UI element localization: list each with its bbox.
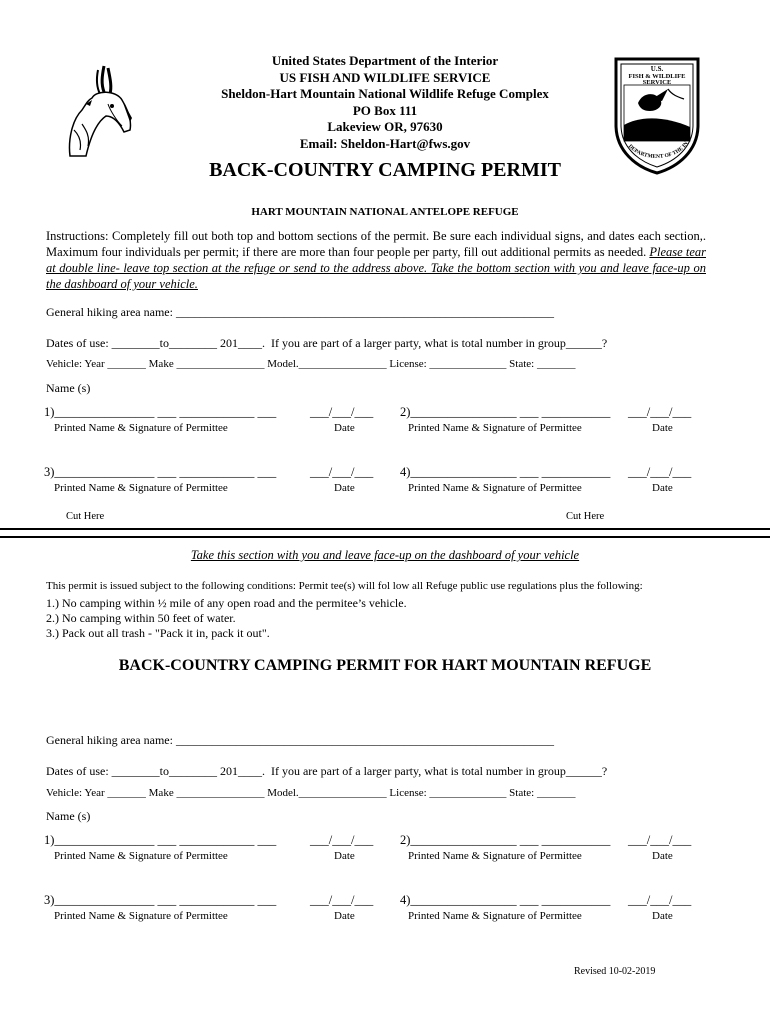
cut-here-right: Cut Here — [566, 511, 605, 522]
date-label: Date — [334, 482, 355, 494]
date-label: Date — [652, 422, 673, 434]
header-city: Lakeview OR, 97630 — [327, 119, 443, 134]
date-label: Date — [334, 850, 355, 862]
date-line-4[interactable]: ___/___/___ — [628, 465, 692, 479]
date-label: Date — [334, 422, 355, 434]
vehicle-field[interactable]: Vehicle: Year _______ Make ________________ Model.________________ License: ______________ State: _______ — [46, 787, 576, 799]
date-line-4[interactable]: ___/___/___ — [628, 893, 692, 907]
refuge-subtitle: HART MOUNTAIN NATIONAL ANTELOPE REFUGE — [251, 206, 519, 218]
logo-us-text: U.S. — [650, 65, 664, 73]
signature-line-1[interactable]: 1)________________ ___ ____________ ___ — [44, 405, 277, 419]
vehicle-field[interactable]: Vehicle: Year _______ Make ________________ Model.________________ License: ______________ State: _______ — [46, 358, 576, 370]
date-line-3[interactable]: ___/___/___ — [310, 893, 374, 907]
instructions-text: Instructions: Completely fill out both top and bottom sections of the permit. Be sure each individual signs, and dates each section,. Maximum four individuals per permit; if there are more than four people per party, fill out additional permits as needed. — [46, 229, 706, 259]
printed-name-label: Printed Name & Signature of Permittee — [408, 482, 582, 494]
date-label: Date — [652, 482, 673, 494]
header-po-box: PO Box 111 — [352, 102, 418, 118]
hiking-area-field[interactable]: General hiking area name: _______________________________________________________________ — [46, 733, 554, 747]
signature-line-3[interactable]: 3)________________ ___ ____________ ___ — [44, 893, 277, 907]
logo-service-text: SERVICE — [642, 79, 672, 86]
page-title: BACK-COUNTRY CAMPING PERMIT — [209, 159, 561, 181]
tear-double-line — [0, 528, 770, 538]
date-line-1[interactable]: ___/___/___ — [310, 833, 374, 847]
take-section-note: Take this section with you and leave face-up on the dashboard of your vehicle — [190, 548, 580, 562]
date-label: Date — [652, 910, 673, 922]
signature-line-1[interactable]: 1)________________ ___ ____________ ___ — [44, 833, 277, 847]
header-email: Email: Sheldon-Hart@fws.gov — [299, 135, 471, 151]
condition-1: 1.) No camping within ½ mile of any open road and the permitee’s vehicle. — [46, 596, 407, 610]
printed-name-label: Printed Name & Signature of Permittee — [54, 482, 228, 494]
header-department: United States Department of the Interior — [271, 53, 499, 68]
cut-here-left: Cut Here — [66, 511, 105, 522]
header-refuge-complex: Sheldon-Hart Mountain National Wildlife Refuge Complex — [221, 86, 549, 101]
date-line-1[interactable]: ___/___/___ — [310, 405, 374, 419]
hiking-area-field[interactable]: General hiking area name: _______________________________________________________________ — [46, 305, 554, 319]
header-service: US FISH AND WILDLIFE SERVICE — [279, 69, 491, 85]
conditions-intro: This permit is issued subject to the following conditions: Permit tee(s) will fol low all Refuge public use regulations plus the following: — [46, 580, 643, 592]
condition-2: 2.) No camping within 50 feet of water. — [46, 611, 236, 625]
signature-line-2[interactable]: 2)_________________ ___ ___________ — [400, 833, 611, 847]
printed-name-label: Printed Name & Signature of Permittee — [408, 422, 582, 434]
date-line-3[interactable]: ___/___/___ — [310, 465, 374, 479]
bottom-permit-title: BACK-COUNTRY CAMPING PERMIT FOR HART MOUNTAIN REFUGE — [118, 657, 652, 674]
instructions — [46, 228, 706, 292]
condition-3: 3.) Pack out all trash - "Pack it in, pack it out". — [46, 626, 270, 640]
dates-of-use-field[interactable]: Dates of use: ________to________ 201____. If you are part of a larger party, what is total number in group______? — [46, 764, 608, 778]
date-line-2[interactable]: ___/___/___ — [628, 405, 692, 419]
printed-name-label: Printed Name & Signature of Permittee — [408, 910, 582, 922]
signature-line-4[interactable]: 4)_________________ ___ ___________ — [400, 465, 611, 479]
signature-line-2[interactable]: 2)_________________ ___ ___________ — [400, 405, 611, 419]
revision-date: Revised 10-02-2019 — [574, 966, 656, 977]
signature-line-3[interactable]: 3)________________ ___ ____________ ___ — [44, 465, 277, 479]
names-label: Name (s) — [46, 809, 91, 823]
printed-name-label: Printed Name & Signature of Permittee — [54, 422, 228, 434]
date-label: Date — [652, 850, 673, 862]
printed-name-label: Printed Name & Signature of Permittee — [54, 910, 228, 922]
names-label: Name (s) — [46, 381, 91, 395]
dates-of-use-field[interactable]: Dates of use: ________to________ 201____. If you are part of a larger party, what is total number in group______? — [46, 336, 608, 350]
printed-name-label: Printed Name & Signature of Permittee — [408, 850, 582, 862]
instructions-tear-note: Please tear at double line- leave top section at the refuge or send to the address above. Take the bottom section with you and leave face-up on the dashboard of your vehicle. — [46, 245, 706, 291]
date-line-2[interactable]: ___/___/___ — [628, 833, 692, 847]
date-label: Date — [334, 910, 355, 922]
logo-fish-wildlife-text: FISH & WILDLIFE — [628, 73, 686, 80]
printed-name-label: Printed Name & Signature of Permittee — [54, 850, 228, 862]
signature-line-4[interactable]: 4)_________________ ___ ___________ — [400, 893, 611, 907]
usfws-logo — [612, 55, 702, 175]
logo-arc-text: DEPARTMENT OF THE IN — [626, 140, 690, 161]
